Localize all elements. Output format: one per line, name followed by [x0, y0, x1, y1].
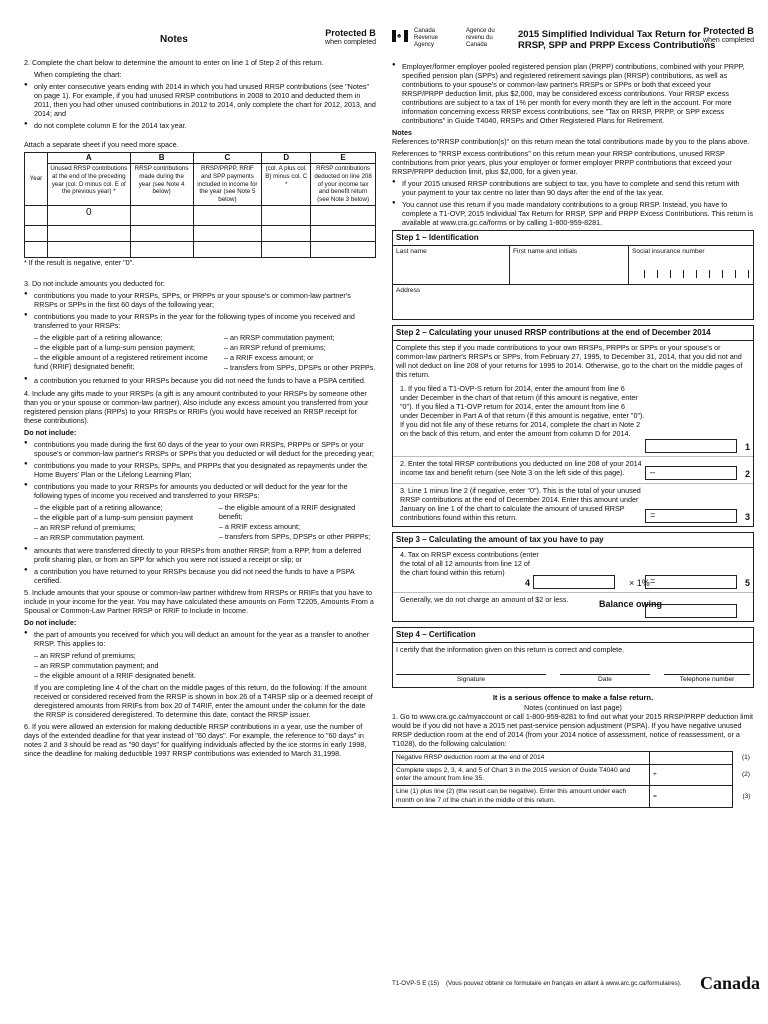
col-c-cell[interactable] [193, 225, 262, 241]
dash-item: – an RRSP refund of premiums; [34, 650, 136, 660]
calc-amount[interactable] [650, 764, 733, 785]
line-number: 1 [744, 441, 750, 452]
calc-operator: + [653, 771, 657, 779]
telephone-label: Telephone number [679, 676, 735, 683]
note3-bullet: ● contributions you made to your RRSPs, SPPs, or PRPPs or your spouse's or common-law partner's RRSPs or SPPs in the first 60 days of the following year; [24, 291, 376, 309]
col-e-cell[interactable] [311, 225, 376, 241]
col-letter: B [130, 153, 193, 164]
chart-unused-contributions [24, 152, 376, 258]
right-column [392, 62, 754, 808]
right-header [392, 26, 754, 60]
line2-amount[interactable] [645, 466, 737, 480]
col-e-header: RRSP contributions deducted on line 208 of your income tax and benefit return (see Note 3 below) [311, 164, 376, 206]
attach-note: Attach a separate sheet if you need more space. [24, 140, 179, 149]
left-header [24, 28, 376, 52]
dash-item: – an RRSP commutation payment; and [34, 660, 159, 670]
balance-owing-row [393, 592, 753, 621]
notes-title: Notes [160, 34, 188, 45]
form-number: T1-OVP-S E (15) [392, 980, 440, 987]
calc-text: Complete steps 2, 3, 4, and 5 of Chart 3 in the 2015 version of Guide T4040 and enter the amount from line 35. [393, 764, 650, 785]
dash-item: – the eligible part of a retiring allowance; [34, 502, 163, 512]
chart-footnote: * If the result is negative, enter "0". [24, 257, 135, 267]
note4-dash-list [24, 503, 376, 543]
col-a-header: Unused RRSP contributions at the end of the preceding year (col. D minus col. E of the previous year) * [47, 164, 130, 206]
table-row [25, 241, 376, 257]
note3-bullet: ● a contribution you returned to your RRSPs because you did not need the funds to have a PSPA certified. [24, 376, 376, 385]
note2-bullet: ● only enter consecutive years ending with 2014 in which you had unused RRSP contributions (see "Notes" on page 1). For example, if you had unused RRSP contributions in 2008 to 2010 and deducted them in 2011, then you had other unused contributions in 2012 to 2014, only complete the chart for 2012, 2013, and 2014; and [24, 82, 376, 118]
note4-bullet: ● a contribution you have returned to your RRSPs because you did not need the funds to have a PSPA certified. [24, 567, 376, 585]
line3-amount[interactable] [645, 509, 737, 523]
table-row [393, 764, 754, 785]
line4-text: 4. Tax on RRSP excess contributions (enter the total of all 12 amounts from line 12 of the chart found within this return) [400, 550, 539, 577]
line1-text: 1. If you filed a T1-OVP-S return for 2014, enter the amount from line 6 under December in the chart of that return (if this amount is negative, enter "0"). If you filed a T1-OVP return for 2014, enter the amount from line 6 under December in Part A of that return (if this amount is negative, enter "0"). If you did not file any of these returns for 2014, complete the chart in Note 2 on the back of this return, and enter the amount from column D for 2014. [400, 384, 645, 438]
certification-text: I certify that the information given on this return is correct and complete. [396, 645, 625, 654]
note4-do-not-include: Do not include: [24, 427, 77, 437]
year-cell[interactable] [25, 225, 48, 241]
line1-amount[interactable] [645, 439, 737, 453]
col-e-cell[interactable] [311, 205, 376, 225]
table-row [25, 205, 376, 225]
notes-heading: Notes [392, 128, 412, 137]
dash-item: – transfers from SPPs, DPSPs or other PRPPs. [224, 362, 376, 372]
step2-line2 [393, 456, 753, 483]
col-d-cell[interactable] [262, 205, 311, 225]
note6: 6. If you were allowed an extension for making deductible RRSP contributions in a year, use the number of days of the extended deadline for that year instead of "60 days". For example, the reference to "60 days" in notes 2 and 3 should be read as "90 days" for qualifying individuals affected by the ice storms in early 1998, since the deadline for making deductible 1997 RRSP contributions was extended to March 31,1998. [24, 721, 367, 758]
note4-bullet: ● contributions you made to your RRSPs for amounts you deducted or will deduct for the year for the following types of income you received and transferred to your RRSPs: [24, 482, 376, 500]
last-name-field[interactable] [393, 246, 510, 284]
dash-item: – the eligible amount of a RRIF designated benefit; [218, 502, 356, 521]
note3-dash-list [24, 333, 376, 373]
signature-field[interactable] [396, 674, 546, 684]
balance-owing-label: Balance owing [599, 599, 663, 609]
col-letter: D [262, 153, 311, 164]
dash-item: – the eligible amount of a RRIF designated benefit. [34, 670, 196, 680]
note1-text: 1. Go to www.cra.gc.ca/myaccount or call 1-800-959-8281 to find out what your 2015 RRSP/PRPP deduction limit would be if you did not have a 2015 net past-service pension adjustment (PSPA). If you have negative unused RRSP deduction room at the end of 2014 (from your 2014 notice of assessment, notice of reassessment, or a T1028), do the following calculation: [392, 711, 754, 748]
line-number: 4 [525, 577, 531, 588]
agency-fr: Agence du revenu du Canada [466, 28, 495, 48]
canada-wordmark: Canada [700, 973, 761, 993]
col-a-cell[interactable]: 0 [47, 205, 130, 225]
protected-b-label: Protected B when completed [325, 28, 376, 47]
french-version-link[interactable]: (Vous pouvez obtenir ce formulaire en français en allant à www.arc.gc.ca/formulaires). [446, 980, 682, 987]
note4-bullet: ● contributions you made to your RRSPs, SPPs, and PRPPs that you designated as repayments under the Home Buyers' Plan or the Lifelong Learning Plan; [24, 461, 376, 479]
dash-item: – a RRIF excess amount; [218, 521, 300, 531]
minimum-note: Generally, we do not charge an amount of $2 or less. [400, 595, 569, 604]
calc-line-no: (2) [741, 771, 750, 779]
last-name-label: Last name [396, 248, 427, 255]
line-number: 2 [744, 468, 750, 479]
sin-label: Social insurance number [632, 248, 705, 255]
note5-bullet: ● the part of amounts you received for which you will deduct an amount for the year as a transfer to another RRSP. This applies to: [24, 630, 376, 648]
dash-item: – an RRSP commutation payment; [224, 332, 335, 342]
intro-bullet: ● You cannot use this return if you made mandatory contributions to a group RRSP. Instead, you have to complete a T1-OVP, 2015 Individual Tax Return for RRSP, SPP and PRPP Excess Contributions. This return is available at www.cra.gc.ca/forms or by calling 1-800-959-8281. [392, 200, 754, 227]
step3-line4 [393, 548, 753, 592]
note3-intro: 3. Do not include amounts you deducted for: [24, 278, 166, 288]
note5-para: If you are completing line 4 of the chart on the middle pages of this return, do the following: If the amount received or considered received from the RRSP is shown in box 26 of a T4RSP slip or a deemed receipt of deregistered amounts from RRIFs from box 20 of T4RIF, enter the amount under the column for the date the RRSP is considered deregistered. To determine this date, contact the RRSP issuer. [34, 682, 373, 719]
date-label: Date [598, 676, 612, 683]
note4-intro: 4. Include any gifts made to your RRSPs (a gift is any amount contributed to your RRSPs by someone other than you or your spouse or common-law partner). Also include any excess amount you transferred from your registered pension plans (RPPs) to your RRSPs or RRIFs (you would have received an RRSP receipt for these contributions). [24, 388, 369, 425]
agency-en: Canada Revenue Agency [414, 28, 439, 48]
note2-bullet: ● do not complete column E for the 2014 tax year. [24, 121, 376, 130]
col-b-header: RRSP contributions made during the year (see Note 4 below) [130, 164, 193, 206]
sin-field[interactable] [629, 246, 753, 284]
equals-sign: = [650, 510, 656, 520]
table-row [393, 751, 754, 764]
dash-item: – the eligible part of a lump-sum pension payment [34, 512, 194, 522]
note2-intro2: When completing the chart: [34, 70, 122, 79]
year-cell[interactable] [25, 205, 48, 225]
line4-amount[interactable] [533, 575, 615, 589]
col-c-cell[interactable] [193, 241, 262, 257]
equals-sign: = [650, 576, 656, 586]
minus-sign: – [650, 467, 656, 477]
col-e-cell[interactable] [311, 241, 376, 257]
signature-label: Signature [456, 676, 486, 683]
intro-bullet: ● If your 2015 unused RRSP contributions are subject to tax, you have to complete and send this return with your payment to your tax centre no later than 90 days after the end of the tax year. [392, 179, 754, 197]
calc-text: Line (1) plus line (2) (the result can be negative). Enter this amount under each month on line 7 of the chart in the middle of this return. [393, 786, 650, 807]
calc-line-no: (1) [741, 753, 750, 761]
dash-item: – an RRSP commutation payment. [34, 532, 145, 542]
notes-continued: Notes (continued on last page) [524, 702, 622, 712]
calc-amount[interactable] [650, 751, 733, 764]
line3-text: 3. Line 1 minus line 2 (if negative, enter "0"). This is the total of your unused RRSP contributions at the end of December 2014. Enter this amount under January on line 1 of the chart to calculate the amount of unused RRSP contributions found within this return. [400, 486, 641, 522]
step2-title: Step 2 – Calculating your unused RRSP contributions at the end of December 2014 [393, 326, 753, 341]
col-letter: A [47, 153, 130, 164]
col-b-cell[interactable] [130, 225, 193, 241]
dash-item: – an RRSP refund of premiums; [34, 522, 136, 532]
dash-item: – the eligible part of a retiring allowance; [34, 332, 163, 342]
rate-label: × 1% [629, 577, 650, 588]
step1-title: Step 1 – Identification [393, 231, 753, 246]
form-title: 2015 Simplified Individual Tax Return for RRSP, SPP and PRPP Excess Contributions [518, 29, 716, 51]
dash-item: – transfers from SPPs, DPSPs or other PRPPs; [218, 531, 371, 541]
year-cell[interactable] [25, 241, 48, 257]
note4-bullet: ● amounts that were transferred directly to your RRSPs from another RRSP, from a RPP, from a deferred profit sharing plan, or from an SPP for which you were not issued a receipt or slip; or [24, 546, 376, 564]
balance-owing-amount[interactable] [645, 604, 737, 618]
col-b-cell[interactable] [130, 205, 193, 225]
calc-amount[interactable] [650, 786, 733, 807]
step4-certification [392, 627, 754, 688]
year-header: Year [25, 153, 48, 206]
protected-b-label-right: Protected B when completed [703, 26, 754, 45]
calc-line-no: (3) [742, 792, 751, 800]
table-row [393, 786, 754, 807]
note5-intro: 5. Include amounts that your spouse or common-law partner withdrew from RRSPs or RRIFs that you have to include in your income for the year. You may have calculated these amounts on Form T2205, Amounts From a Spousal or Common-Law Partner RRSP or RRIF to Include in Income. [24, 587, 374, 615]
col-letter: C [193, 153, 262, 164]
col-a-cell[interactable] [47, 225, 130, 241]
intro-note: References to"RRSP contribution(s)" on this return mean the total contributions made by you to the plans above. [392, 137, 750, 146]
step2-intro: Complete this step if you made contributions to your own RRSPs, PRPPs or SPPs or your spouse's or common-law partner's RRSPs or SPPs, from February 27, 1995, to December 31, 2014, that you did not and will not deduct on line 208 of your returns for 1995 to 2014. Otherwise, go to the chart on the middle pages of this return. [396, 343, 743, 379]
first-name-field[interactable] [510, 246, 629, 284]
line-number: 3 [744, 511, 750, 522]
step3-tax [392, 532, 754, 622]
calc-operator: = [653, 792, 657, 800]
canada-flag-icon: ♠ [392, 30, 408, 42]
dash-item: – an RRSP refund of premiums; [224, 342, 326, 352]
calc-text: Negative RRSP deduction room at the end of 2014 [393, 751, 650, 764]
col-d-cell[interactable] [262, 241, 311, 257]
table-row [25, 225, 376, 241]
col-c-header: RRSP/PRPP, RRIF and SPP payments included in income for the year (see Note 5 below) [193, 164, 262, 206]
address-field[interactable] [393, 285, 753, 319]
note3-bullet: ● contributions you made to your RRSPs in the year for the following types of income you received and transferred to your RRSPs: [24, 312, 376, 330]
col-b-cell[interactable] [130, 241, 193, 257]
dash-item: – the eligible part of a lump-sum pension payment; [34, 342, 196, 352]
col-d-header: (col. A plus col. B) minus col. C * [262, 164, 311, 206]
address-label: Address [396, 287, 421, 294]
intro-bullet: ● Employer/former employer pooled registered pension plan (PRPP) contributions, combined with your PRPP, specified pension plan (SPPs) and registered retirement savings plan (RRSP) contributions, as well as contributions to your spouse's or common-law partner's RRSPs or SPPs or both that exceed your RRSP/PRPP deduction limit, plus $2,000, may be considered excess contributions. Your RRSP excess contributions are subject to a tax of 1% per month for every month they are left in the account. For more information concerning excess RRSP excess contributions, see "Tax on RRSP, PRPP, or SPP excess contributions" in Guide T4040, RRSPs and Other Registered Plans for Retirement. [392, 62, 754, 125]
col-letter: E [311, 153, 376, 164]
dash-item: – the eligible amount of a registered retirement income fund (RRIF) designated benefit; [34, 352, 208, 371]
step1-identification [392, 230, 754, 320]
intro-note: References to "RRSP excess contributions" on this return mean your RRSP contributions, unused RRSP contributions from prior years, plus your employer or former employer PRPP contributions that exceed your RRSP/PRPP deduction limit, plus $2,000, for a given year. [392, 149, 732, 176]
step4-title: Step 4 – Certification [393, 628, 753, 643]
note4-bullet: ● contributions you made during the first 60 days of the year to your own RRSPs, PRPPs or SPPs or your spouse's or common-law partner's RRSPs or SPPs that you deducted or will deduct for the preceding year; [24, 440, 376, 458]
note5-do-not-include: Do not include: [24, 617, 77, 627]
dash-item: – a RRIF excess amount; or [224, 352, 314, 362]
date-field[interactable] [560, 674, 650, 684]
col-a-cell[interactable] [47, 241, 130, 257]
first-name-label: First name and initials [513, 248, 578, 255]
note2-intro: 2. Complete the chart below to determine the amount to enter on line 1 of Step 2 of this return. [24, 58, 324, 67]
false-return-warning: It is a serious offence to make a false return. [492, 693, 654, 703]
line-number: 5 [744, 577, 750, 588]
line5-amount[interactable] [645, 575, 737, 589]
step2-line3 [393, 483, 753, 526]
deduction-limit-calc [392, 751, 754, 808]
left-column [24, 58, 376, 761]
col-c-cell[interactable] [193, 205, 262, 225]
telephone-field[interactable] [664, 674, 750, 684]
step2-unused-contributions [392, 325, 754, 527]
step3-title: Step 3 – Calculating the amount of tax you have to pay [393, 533, 753, 548]
line2-text: 2. Enter the total RRSP contributions you deducted on line 208 of your 2014 income tax and benefit return (see Note 3 on the left side of this page). [400, 459, 642, 477]
step2-line1 [393, 382, 753, 456]
col-d-cell[interactable] [262, 225, 311, 241]
